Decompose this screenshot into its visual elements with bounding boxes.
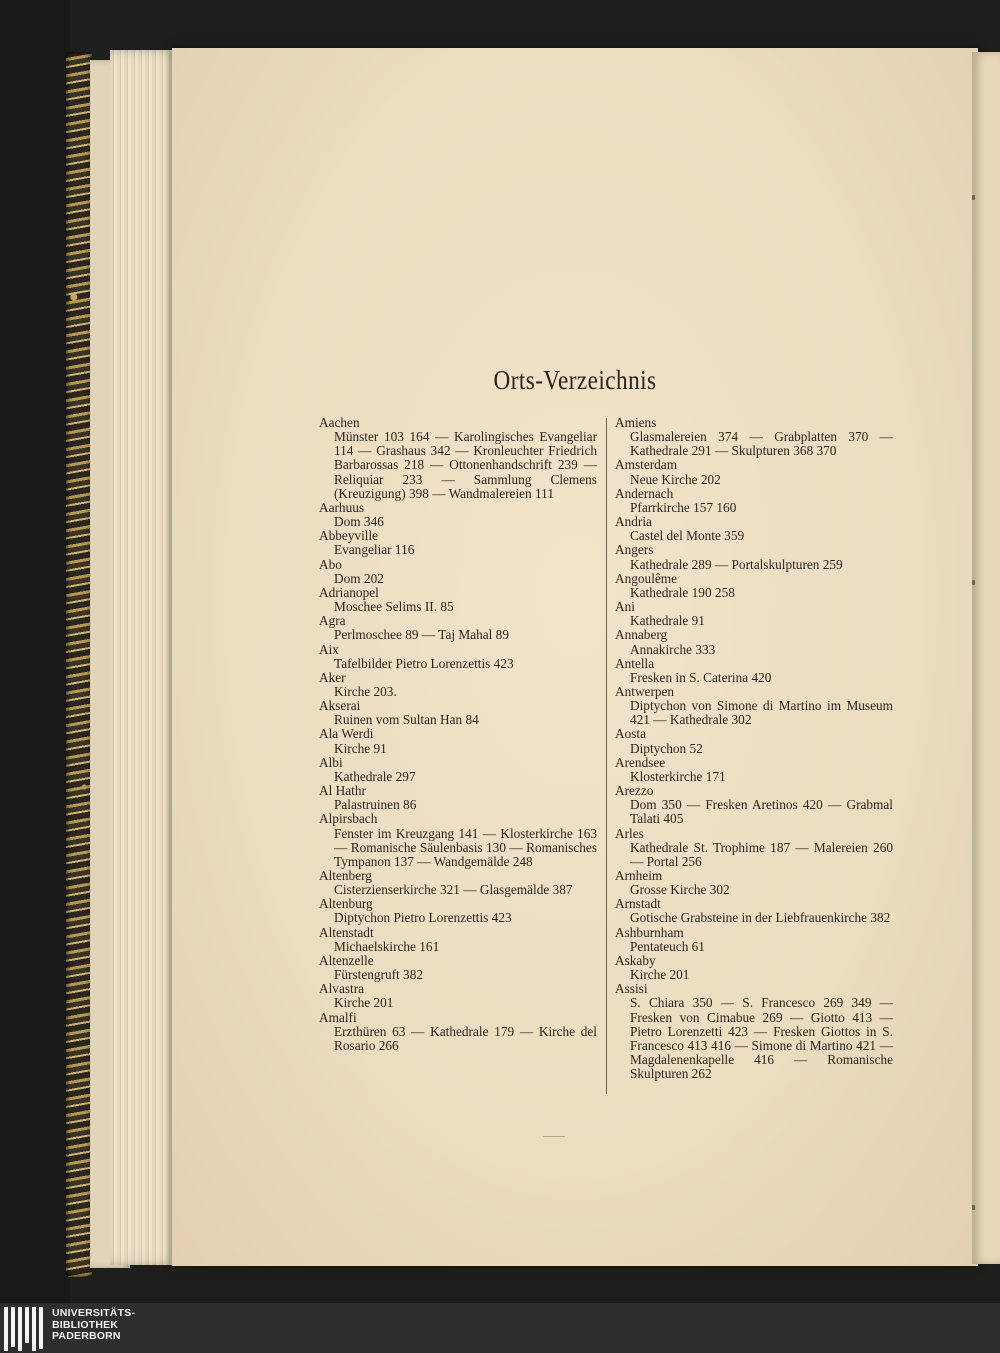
place-references: Fenster im Kreuzgang 141 — Klosterkirche 163 — Romanische Säulenbasis 130 — Romanisches Tympanon 137 — Wandgemälde 248	[334, 825, 597, 869]
index-entry	[319, 586, 597, 614]
index-entry	[615, 727, 893, 755]
index-entry	[319, 416, 597, 501]
index-entry	[319, 812, 597, 869]
place-name: Ala Werdi	[319, 726, 374, 742]
index-entry	[615, 628, 893, 656]
place-name: Albi	[319, 754, 343, 770]
index-entry	[615, 543, 893, 571]
index-entry	[319, 869, 597, 897]
index-entry	[615, 572, 893, 600]
index-entry	[319, 643, 597, 671]
library-name-line3: PADERBORN	[52, 1330, 121, 1342]
place-name: Aix	[319, 641, 339, 657]
place-references: Kathedrale 91	[630, 613, 705, 629]
place-references: Tafelbilder Pietro Lorenzettis 423	[334, 655, 514, 671]
place-references: S. Chiara 350 — S. Francesco 269 349 — Fresken von Cimabue 269 — Giotto 413 — Pietro Lorenzetti 423 — Fresken Giottos in S. Francesco 413 416 — Simone di Martino 421 — Magdalenenkapelle 416 — Romanische Skulpturen 262	[630, 995, 893, 1082]
place-name: Adrianopel	[319, 584, 379, 600]
place-references: Klosterkirche 171	[630, 768, 726, 784]
place-references: Perlmoschee 89 — Taj Mahal 89	[334, 627, 509, 643]
index-entry	[615, 869, 893, 897]
place-name: Abbeyville	[319, 528, 379, 544]
index-entry	[319, 897, 597, 925]
place-references: Fresken in S. Caterina 420	[630, 669, 772, 685]
index-entry	[615, 926, 893, 954]
index-column-left	[319, 416, 597, 1053]
place-references: Cisterzienserkirche 321 — Glasgemälde 387	[334, 882, 573, 898]
index-entry	[615, 657, 893, 685]
place-name: Al Hathr	[319, 783, 366, 799]
index-entry	[615, 487, 893, 515]
index-entry	[615, 458, 893, 486]
place-name: Arnstadt	[615, 896, 661, 912]
place-name: Arnheim	[615, 868, 663, 883]
place-references: Kirche 201	[630, 967, 690, 983]
place-name: Altenburg	[319, 896, 373, 912]
page-mark	[972, 195, 975, 200]
place-references: Dom 202	[334, 570, 384, 586]
facing-page-edge	[972, 52, 1000, 1264]
place-name: Assisi	[615, 981, 648, 997]
place-references: Palastruinen 86	[334, 797, 417, 813]
place-references: Münster 103 164 — Karolingisches Evangeliar 114 — Grashaus 342 — Kronleuchter Friedrich Barbarossas 218 — Ottonenhandschrift 239 — Reliquiar 233 — Sammlung Clemens (Kreuzigung) 398 — Wandmalereien 111	[334, 429, 597, 501]
column-divider	[606, 418, 607, 1094]
index-entry	[615, 416, 893, 458]
place-name: Antwerpen	[615, 683, 675, 699]
index-entry	[615, 827, 893, 869]
index-entry	[615, 685, 893, 727]
place-references: Ruinen vom Sultan Han 84	[334, 712, 479, 728]
place-references: Pfarrkirche 157 160	[630, 499, 737, 515]
place-references: Kathedrale 297	[334, 768, 416, 784]
place-name: Antella	[615, 655, 655, 671]
place-name: Aker	[319, 669, 346, 685]
index-entry	[319, 1011, 597, 1053]
place-name: Amiens	[615, 415, 657, 430]
index-entry	[319, 529, 597, 557]
page-title: Orts-Verzeichnis	[493, 365, 657, 395]
place-references: Glasmalereien 374 — Grabplatten 370 — Kathedrale 291 — Skulpturen 368 370	[630, 429, 893, 459]
place-references: Kirche 203.	[334, 683, 397, 699]
place-references: Kathedrale 289 — Portalskulpturen 259	[630, 556, 843, 572]
index-entry	[319, 954, 597, 982]
place-references: Erzthüren 63 — Kathedrale 179 — Kirche del Rosario 266	[334, 1023, 597, 1053]
index-entry	[615, 897, 893, 925]
place-name: Akserai	[319, 698, 361, 714]
index-entry	[319, 671, 597, 699]
index-entry	[319, 727, 597, 755]
library-name-line2: BIBLIOTHEK	[52, 1318, 119, 1331]
place-references: Pentateuch 61	[630, 938, 705, 954]
place-name: Ashburnham	[615, 924, 684, 940]
place-name: Andria	[615, 514, 652, 530]
library-logo-icon	[4, 1307, 48, 1351]
place-references: Diptychon 52	[630, 740, 703, 756]
place-references: Dom 346	[334, 514, 384, 530]
place-name: Aachen	[319, 415, 360, 430]
index-entry	[319, 614, 597, 642]
place-references: Kirche 201	[334, 995, 394, 1011]
place-references: Gotische Grabsteine in der Liebfrauenkirche 382	[630, 910, 891, 926]
page-mark	[972, 1205, 975, 1210]
place-name: Angers	[615, 542, 654, 558]
place-name: Amsterdam	[615, 457, 678, 473]
page-mark	[972, 580, 975, 585]
end-rule	[543, 1136, 565, 1137]
index-entry	[319, 501, 597, 529]
index-entry	[615, 982, 893, 1081]
index-column-right	[615, 416, 893, 1081]
place-name: Askaby	[615, 952, 656, 968]
place-name: Altenberg	[319, 868, 372, 883]
index-entry	[615, 784, 893, 826]
place-name: Abo	[319, 556, 342, 572]
place-name: Arles	[615, 825, 644, 841]
marbled-cover-edge	[66, 52, 92, 1277]
page-edges	[110, 50, 180, 1265]
place-references: Diptychon von Simone di Martino im Museum 421 — Kathedrale 302	[630, 698, 893, 728]
place-references: Neue Kirche 202	[630, 471, 721, 487]
place-name: Ani	[615, 599, 635, 615]
index-entry	[319, 699, 597, 727]
index-entry	[615, 600, 893, 628]
index-entry	[319, 926, 597, 954]
place-references: Evangeliar 116	[334, 542, 415, 558]
place-references: Kathedrale St. Trophime 187 — Malereien 260 — Portal 256	[630, 839, 893, 869]
place-name: Arezzo	[615, 783, 654, 799]
place-name: Aarhuus	[319, 499, 365, 515]
place-name: Andernach	[615, 485, 674, 501]
library-name-line1: UNIVERSITÄTS-	[52, 1307, 136, 1319]
place-name: Angoulême	[615, 570, 678, 586]
index-entry	[615, 756, 893, 784]
index-entry	[319, 558, 597, 586]
index-entry	[615, 515, 893, 543]
place-name: Altenzelle	[319, 952, 374, 968]
book-cover	[0, 0, 70, 1303]
place-references: Moschee Selims II. 85	[334, 599, 454, 615]
place-name: Alpirsbach	[319, 811, 378, 827]
place-references: Fürstengruft 382	[334, 967, 424, 983]
index-entry	[319, 756, 597, 784]
place-name: Alvastra	[319, 981, 365, 997]
place-name: Altenstadt	[319, 924, 374, 940]
library-name	[52, 1308, 135, 1343]
place-references: Dom 350 — Fresken Aretinos 420 — Grabmal Talati 405	[630, 797, 893, 827]
place-references: Diptychon Pietro Lorenzettis 423	[334, 910, 512, 926]
place-name: Agra	[319, 613, 346, 629]
place-references: Grosse Kirche 302	[630, 882, 730, 898]
place-name: Arendsee	[615, 754, 666, 770]
place-references: Annakirche 333	[630, 641, 716, 657]
place-name: Annaberg	[615, 627, 668, 643]
place-references: Kirche 91	[334, 740, 387, 756]
place-name: Aosta	[615, 726, 647, 742]
library-footer	[0, 1303, 1000, 1353]
place-references: Kathedrale 190 258	[630, 584, 735, 600]
index-entry	[319, 784, 597, 812]
place-references: Michaelskirche 161	[334, 938, 440, 954]
index-entry	[319, 982, 597, 1010]
index-entry	[615, 954, 893, 982]
place-name: Amalfi	[319, 1009, 357, 1025]
place-references: Castel del Monte 359	[630, 528, 745, 544]
